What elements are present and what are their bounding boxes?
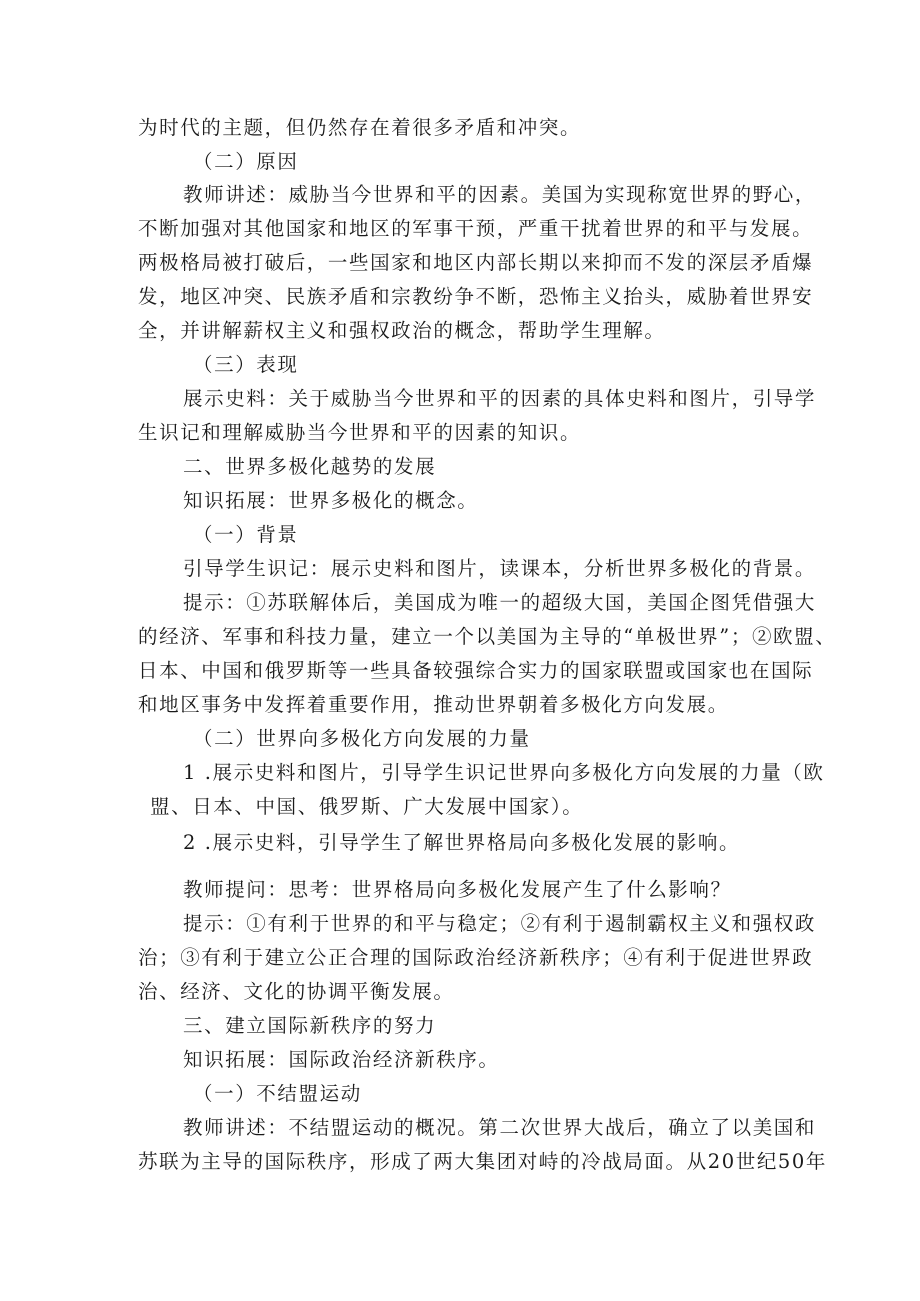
section-heading: （一）不结盟运动 <box>193 1082 362 1105</box>
text-line: 知识拓展：国际政治经济新秩序。 <box>183 1048 500 1071</box>
text-line: 的经济、军事和科技力量，建立一个以美国为主导的“单极世界”；②欧盟、 <box>138 625 837 648</box>
section-heading: （二）原因 <box>193 150 299 173</box>
text-line: 不断加强对其他国家和地区的军事干预，严重干扰着世界的和平与发展。 <box>138 217 814 240</box>
text-line: 教师讲述：不结盟运动的概况。第二次世界大战后，确立了以美国和 <box>183 1116 817 1139</box>
text-line: 盟、日本、中国、俄罗斯、广大发展中国家）。 <box>150 795 584 818</box>
section-heading: 三、建立国际新秩序的努力 <box>183 1014 437 1037</box>
text-line: 知识拓展：世界多极化的概念。 <box>183 489 479 512</box>
text-line: 为时代的主题，但仍然存在着很多矛盾和冲突。 <box>138 116 582 139</box>
section-heading: （一）背景 <box>193 523 299 546</box>
text-line: 日本、中国和俄罗斯等一些具备较强综合实力的国家联盟或国家也在国际 <box>138 659 814 682</box>
text-line: 教师提问：思考：世界格局向多极化发展产生了什么影响？ <box>183 878 732 901</box>
section-heading: （二）世界向多极化方向发展的力量 <box>193 727 531 750</box>
text-line: 引导学生识记：展示史料和图片，读课本，分析世界多极化的背景。 <box>183 557 817 580</box>
text-line: 1 .展示史料和图片，引导学生识记世界向多极化方向发展的力量（欧 <box>183 761 825 784</box>
text-line: 苏联为主导的国际秩序，形成了两大集团对峙的冷战局面。从20世纪50年 <box>138 1150 828 1173</box>
text-line: 治、经济、文化的协调平衡发展。 <box>138 980 455 1003</box>
text-line: 发，地区冲突、民族矛盾和宗教纷争不断，恐怖主义抬头，威胁着世界安 <box>138 285 814 308</box>
section-heading: （三）表现 <box>193 353 299 376</box>
text-line: 两极格局被打破后，一些国家和地区内部长期以来抑而不发的深层矛盾爆 <box>138 251 814 274</box>
section-heading: 二、世界多极化越势的发展 <box>183 455 437 478</box>
text-line: 生识记和理解威胁当今世界和平的因素的知识。 <box>138 421 582 444</box>
text-line: 治；③有利于建立公正合理的国际政治经济新秩序；④有利于促进世界政 <box>138 946 814 969</box>
text-line: 教师讲述：威胁当今世界和平的因素。美国为实现称宽世界的野心， <box>183 183 817 206</box>
text-line: 和地区事务中发挥着重要作用，推动世界朝着多极化方向发展。 <box>138 693 729 716</box>
text-line: 提示：①苏联解体后，美国成为唯一的超级大国，美国企图凭借强大 <box>183 591 817 614</box>
text-line: 提示：①有利于世界的和平与稳定；②有利于遏制霸权主义和强权政 <box>183 912 817 935</box>
text-line: 展示史料：关于威胁当今世界和平的因素的具体史料和图片，引导学 <box>183 387 817 410</box>
text-line: 2 .展示史料，引导学生了解世界格局向多极化发展的影响。 <box>183 831 741 854</box>
text-line: 全，并讲解薪权主义和强权政治的概念，帮助学生理解。 <box>138 319 666 342</box>
